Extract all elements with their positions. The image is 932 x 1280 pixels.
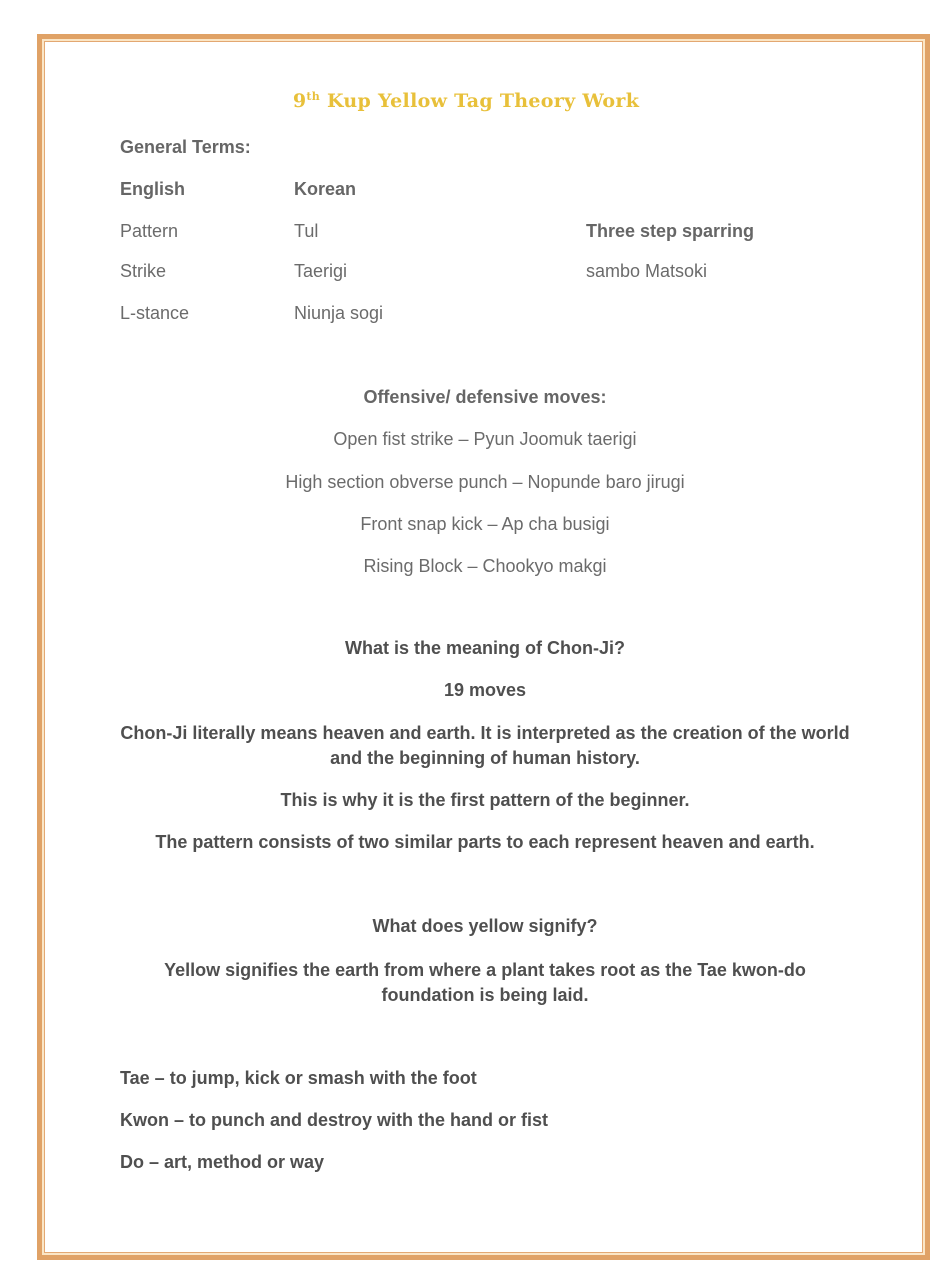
sparring-heading: Three step sparring [586,221,755,241]
move-item: Front snap kick – Ap cha busigi [360,514,610,534]
move-item: Rising Block – Chookyo makgi [363,556,607,576]
moves-heading: Offensive/ defensive moves: [363,387,607,407]
yellow-question: What does yellow signify? [372,916,598,936]
definition-tae: Tae – to jump, kick or smash with the foot [120,1068,477,1088]
title-ordinal: th [306,90,321,103]
chonji-question: What is the meaning of Chon-Ji? [345,638,625,658]
move-item: High section obverse punch – Nopunde baro jirugi [285,472,685,492]
move-item: Open fist strike – Pyun Joomuk taerigi [333,429,637,449]
sparring-value: sambo Matsoki [586,261,708,281]
yellow-answer: Yellow signifies the earth from where a plant takes root as the Tae kwon-do foundation is being laid. [164,960,806,1005]
chonji-moves-count: 19 moves [443,680,527,700]
definition-do: Do – art, method or way [120,1152,325,1172]
term-english: Strike [120,261,167,281]
chonji-parts: The pattern consists of two similar parts to each represent heaven and earth. [155,832,815,852]
term-english: Pattern [120,221,179,241]
term-korean: Taerigi [294,261,348,281]
general-terms-heading: General Terms: [120,137,251,157]
term-english: L-stance [120,303,190,323]
chonji-meaning: Chon-Ji literally means heaven and earth. It is interpreted as the creation of the world and the beginning of human history. [120,723,850,768]
term-korean: Niunja sogi [294,303,384,323]
definition-kwon: Kwon – to punch and destroy with the hand or fist [120,1110,549,1130]
column-header-korean: Korean [294,179,357,199]
chonji-why-first: This is why it is the first pattern of the beginner. [280,790,690,810]
term-korean: Tul [294,221,319,241]
title-text: Kup Yellow Tag Theory Work [320,90,640,112]
column-header-english: English [120,179,186,199]
page-title [0,90,932,112]
title-number: 9 [292,90,307,112]
